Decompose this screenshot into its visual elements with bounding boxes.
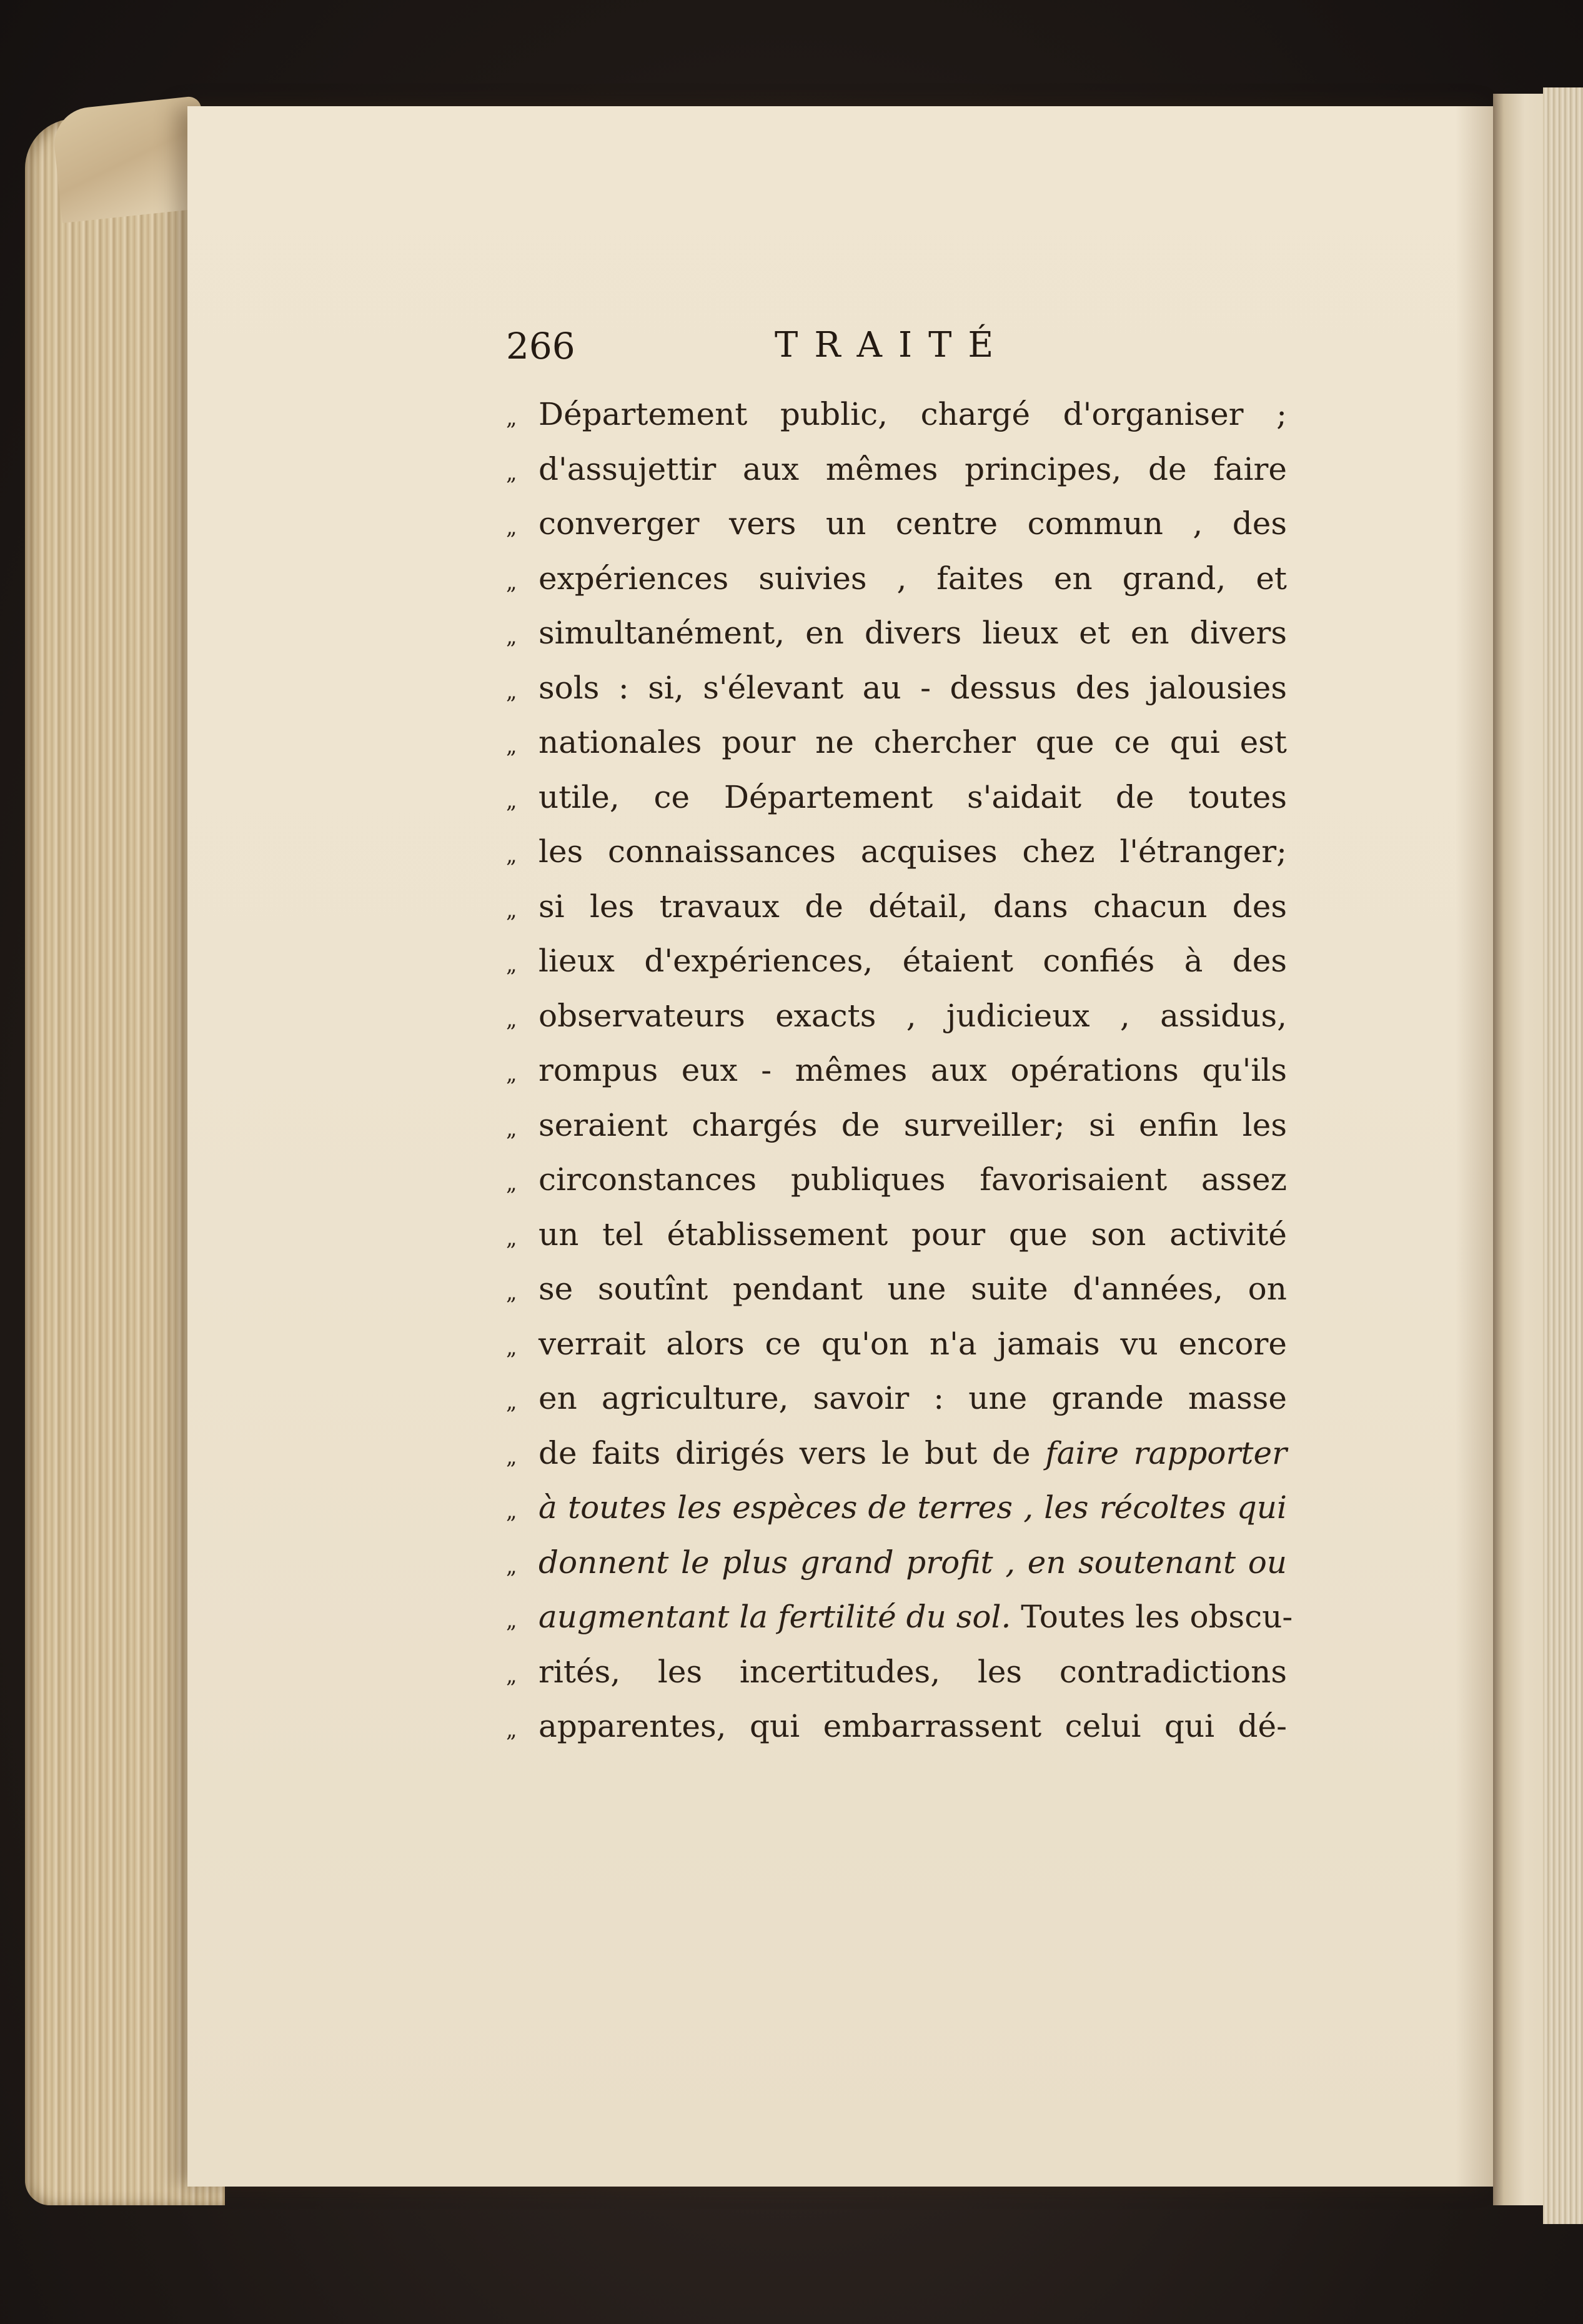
line-text xyxy=(538,1107,1287,1143)
quotation-mark: „ xyxy=(506,1171,517,1196)
text-line xyxy=(506,670,1287,725)
line-text xyxy=(538,1161,1287,1198)
line-text xyxy=(538,1708,1287,1744)
quotation-mark: „ xyxy=(506,733,517,758)
text-line xyxy=(506,888,1287,943)
body-text xyxy=(506,396,1293,1763)
quotation-mark: „ xyxy=(506,1444,517,1469)
text-line xyxy=(506,1107,1287,1162)
page-number: 266 xyxy=(506,325,575,367)
text-line xyxy=(506,1708,1287,1763)
roman-text: utile, ce Département s'aidait de toutes xyxy=(538,778,1287,815)
text-line xyxy=(506,451,1287,506)
roman-text: rompus eux - mêmes aux opérations qu'ils xyxy=(538,1052,1287,1088)
line-text xyxy=(538,670,1287,706)
line-text xyxy=(538,1216,1287,1253)
quotation-mark: „ xyxy=(506,952,517,977)
running-head xyxy=(506,325,1287,381)
roman-text: converger vers un centre commun , des xyxy=(538,505,1287,542)
quotation-mark: „ xyxy=(506,788,517,813)
line-text xyxy=(538,943,1287,979)
text-line xyxy=(506,560,1287,615)
line-text xyxy=(538,1599,1293,1635)
roman-text: Toutes les obscu- xyxy=(1011,1599,1293,1635)
roman-text: se soutînt pendant une suite d'années, on xyxy=(538,1271,1287,1307)
line-text xyxy=(538,1435,1287,1471)
roman-text: circonstances publiques favorisaient assez xyxy=(538,1161,1287,1198)
quotation-mark: „ xyxy=(506,460,517,485)
quotation-mark: „ xyxy=(506,1499,517,1524)
italic-text: augmentant la fertilité du sol. xyxy=(538,1599,1011,1635)
text-line xyxy=(506,833,1287,888)
roman-text: lieux d'expériences, étaient confiés à des xyxy=(538,943,1287,979)
quotation-mark: „ xyxy=(506,1061,517,1086)
line-text xyxy=(538,998,1287,1034)
roman-text: expériences suivies , faites en grand, et xyxy=(538,560,1287,597)
text-line xyxy=(506,1599,1293,1654)
text-line xyxy=(506,998,1287,1053)
text-line xyxy=(506,1380,1287,1435)
quotation-mark: „ xyxy=(506,1006,517,1032)
text-line xyxy=(506,1052,1287,1107)
line-text xyxy=(538,779,1287,815)
roman-text: seraient chargés de surveiller; si enfin les xyxy=(538,1106,1287,1143)
roman-text: verrait alors ce qu'on n'a jamais vu encore xyxy=(538,1325,1287,1362)
text-line xyxy=(506,615,1287,670)
quotation-mark: „ xyxy=(506,1389,517,1414)
quotation-mark: „ xyxy=(506,1116,517,1141)
running-title: TRAITÉ xyxy=(775,325,1010,365)
quotation-mark: „ xyxy=(506,405,517,430)
quotation-mark: „ xyxy=(506,1225,517,1251)
text-line xyxy=(506,779,1287,834)
italic-text: faire rapporter xyxy=(1045,1434,1287,1471)
text-line xyxy=(506,724,1287,779)
italic-text: à toutes les espèces de terres , les récoltes qui xyxy=(538,1489,1287,1526)
line-text xyxy=(538,1052,1287,1088)
text-line xyxy=(506,1216,1287,1271)
quotation-mark: „ xyxy=(506,678,517,704)
line-text xyxy=(538,451,1287,487)
quotation-mark: „ xyxy=(506,1553,517,1579)
roman-text: d'assujettir aux mêmes principes, de faire xyxy=(538,450,1287,487)
roman-text: de faits dirigés vers le but de xyxy=(538,1434,1046,1471)
roman-text: si les travaux de détail, dans chacun des xyxy=(538,888,1287,925)
text-line xyxy=(506,1161,1287,1216)
line-text xyxy=(538,396,1287,432)
roman-text: observateurs exacts , judicieux , assidus, xyxy=(538,997,1287,1034)
line-text xyxy=(538,1380,1287,1416)
roman-text: apparentes, qui embarrassent celui qui dé- xyxy=(538,1708,1287,1744)
quotation-mark: „ xyxy=(506,1662,517,1688)
text-line xyxy=(506,1326,1287,1381)
roman-text: en agriculture, savoir : une grande masse xyxy=(538,1380,1287,1416)
quotation-mark: „ xyxy=(506,515,517,540)
line-text xyxy=(538,1326,1287,1362)
facing-page-edges xyxy=(1543,87,1583,2224)
quotation-mark: „ xyxy=(506,569,517,595)
roman-text: sols : si, s'élevant au - dessus des jalousies xyxy=(538,669,1287,706)
line-text xyxy=(538,560,1287,597)
line-text xyxy=(538,1489,1287,1526)
roman-text: simultanément, en divers lieux et en divers xyxy=(538,615,1287,651)
text-line xyxy=(506,396,1287,451)
line-text xyxy=(538,1271,1287,1307)
roman-text: nationales pour ne chercher que ce qui est xyxy=(538,724,1287,760)
quotation-mark: „ xyxy=(506,1608,517,1633)
roman-text: Département public, chargé d'organiser ; xyxy=(538,396,1287,432)
line-text xyxy=(538,615,1287,651)
text-line xyxy=(506,1271,1287,1326)
italic-text: donnent le plus grand profit , en soutenant ou xyxy=(538,1544,1287,1581)
text-line xyxy=(506,943,1287,998)
quotation-mark: „ xyxy=(506,1280,517,1305)
text-line xyxy=(506,1544,1287,1599)
quotation-mark: „ xyxy=(506,897,517,923)
quotation-mark: „ xyxy=(506,843,517,868)
quotation-mark: „ xyxy=(506,1334,517,1360)
line-text xyxy=(538,1544,1287,1581)
line-text xyxy=(538,888,1287,925)
quotation-mark: „ xyxy=(506,624,517,649)
page-gutter-shadow xyxy=(1456,106,1493,2187)
quotation-mark: „ xyxy=(506,1717,517,1742)
roman-text: les connaissances acquises chez l'étranger; xyxy=(538,833,1287,870)
text-line xyxy=(506,1489,1287,1544)
line-text xyxy=(538,1654,1287,1690)
text-line xyxy=(506,1435,1287,1490)
line-text xyxy=(538,505,1287,542)
page-text-block xyxy=(506,325,1293,1763)
roman-text: un tel établissement pour que son activité xyxy=(538,1216,1287,1253)
text-line xyxy=(506,505,1287,560)
roman-text: rités, les incertitudes, les contradictions xyxy=(538,1653,1287,1690)
text-line xyxy=(506,1654,1287,1709)
line-text xyxy=(538,833,1287,870)
line-text xyxy=(538,724,1287,760)
